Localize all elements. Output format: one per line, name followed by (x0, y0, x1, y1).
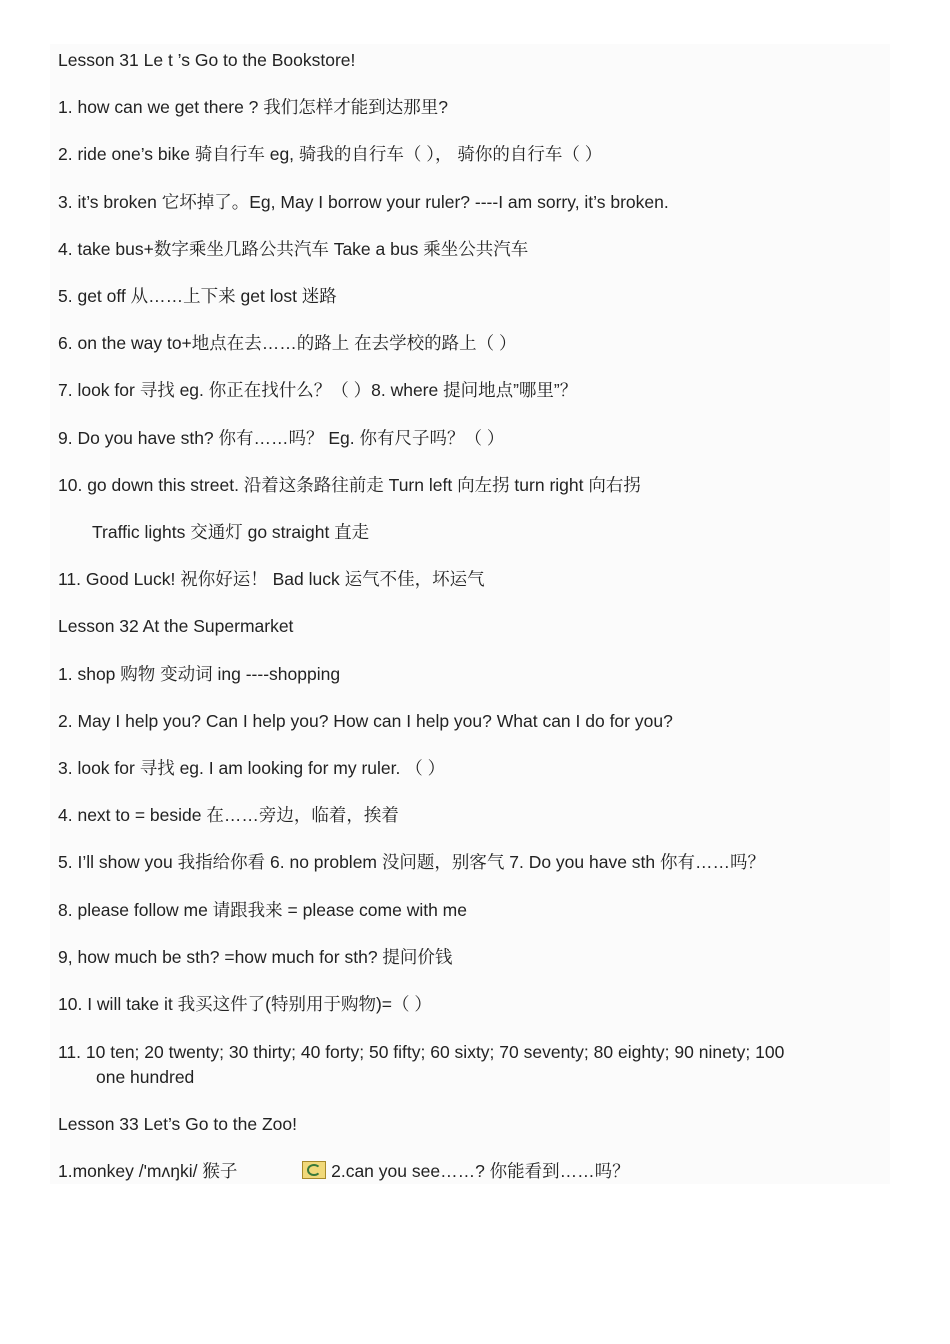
lesson-31-item-1: 1. how can we get there ? 我们怎样才能到达那里? (58, 97, 448, 117)
embedded-object-icon (302, 1161, 326, 1179)
lesson-32-item-9: 9, how much be sth? =how much for sth? 提问价钱 (58, 947, 453, 967)
lesson-32-item-4: 4. next to = beside 在……旁边，临着，挨着 (58, 805, 399, 825)
lesson-31-item-2: 2. ride one’s bike 骑自行车 eg, 骑我的自行车（ ）， 骑你的自行车（ ） (58, 144, 603, 164)
lesson-33-item-2: 2.can you see……? 你能看到……吗？ (331, 1161, 630, 1181)
lesson-33-title: Lesson 33 Let’s Go to the Zoo! (58, 1114, 298, 1134)
lesson-31-item-5: 5. get off 从……上下来 get lost 迷路 (58, 286, 337, 306)
lesson-32-item-2: 2. May I help you? Can I help you? How can I help you? What can I do for you? (58, 711, 673, 731)
lesson-32-item-11: 11. 10 ten; 20 twenty; 30 thirty; 40 forty; 50 fifty; 60 sixty; 70 seventy; 80 eighty; 90 ninety; 100 (58, 1042, 785, 1062)
lesson-32-title: Lesson 32 At the Supermarket (58, 616, 294, 636)
lesson-33-item-row (58, 1159, 630, 1183)
lesson-31-item-11: 11. Good Luck! 祝你好运！ Bad luck 运气不佳，坏运气 (58, 569, 485, 589)
lesson-32-item-1: 1. shop 购物 变动词 ing ----shopping (58, 664, 341, 684)
lesson-33-item-1: 1.monkey /'mʌŋki/ 猴子 (58, 1161, 238, 1181)
lesson-32-item-8: 8. please follow me 请跟我来 = please come with me (58, 900, 467, 920)
lesson-31-item-7: 7. look for 寻找 eg. 你正在找什么？（ ）8. where 提问地点”哪里”？ (58, 380, 578, 400)
lesson-31-item-10: 10. go down this street. 沿着这条路往前走 Turn left 向左拐 turn right 向右拐 (58, 475, 641, 495)
lesson-31-item-4: 4. take bus+数字乘坐几路公共汽车 Take a bus 乘坐公共汽车 (58, 239, 529, 259)
lesson-32-item-3: 3. look for 寻找 eg. I am looking for my ruler. （ ） (58, 758, 446, 778)
lesson-32-item-5: 5. I’ll show you 我指给你看 6. no problem 没问题，别客气 7. Do you have sth 你有……吗？ (58, 852, 766, 872)
lesson-31-item-10-continued: Traffic lights 交通灯 go straight 直走 (92, 522, 370, 542)
lesson-31-item-6: 6. on the way to+地点在去……的路上 在去学校的路上（ ） (58, 333, 517, 353)
lesson-32-item-11-continued: one hundred (96, 1067, 195, 1087)
lesson-31-title: Lesson 31 Le t ’s Go to the Bookstore! (58, 50, 356, 70)
lesson-31-item-9: 9. Do you have sth? 你有……吗？ Eg. 你有尺子吗？（ ） (58, 428, 505, 448)
lesson-31-item-3: 3. it’s broken 它坏掉了。Eg, May I borrow your ruler? ----I am sorry, it’s broken. (58, 192, 669, 212)
lesson-32-item-10: 10. I will take it 我买这件了(特别用于购物)=（ ） (58, 994, 432, 1014)
